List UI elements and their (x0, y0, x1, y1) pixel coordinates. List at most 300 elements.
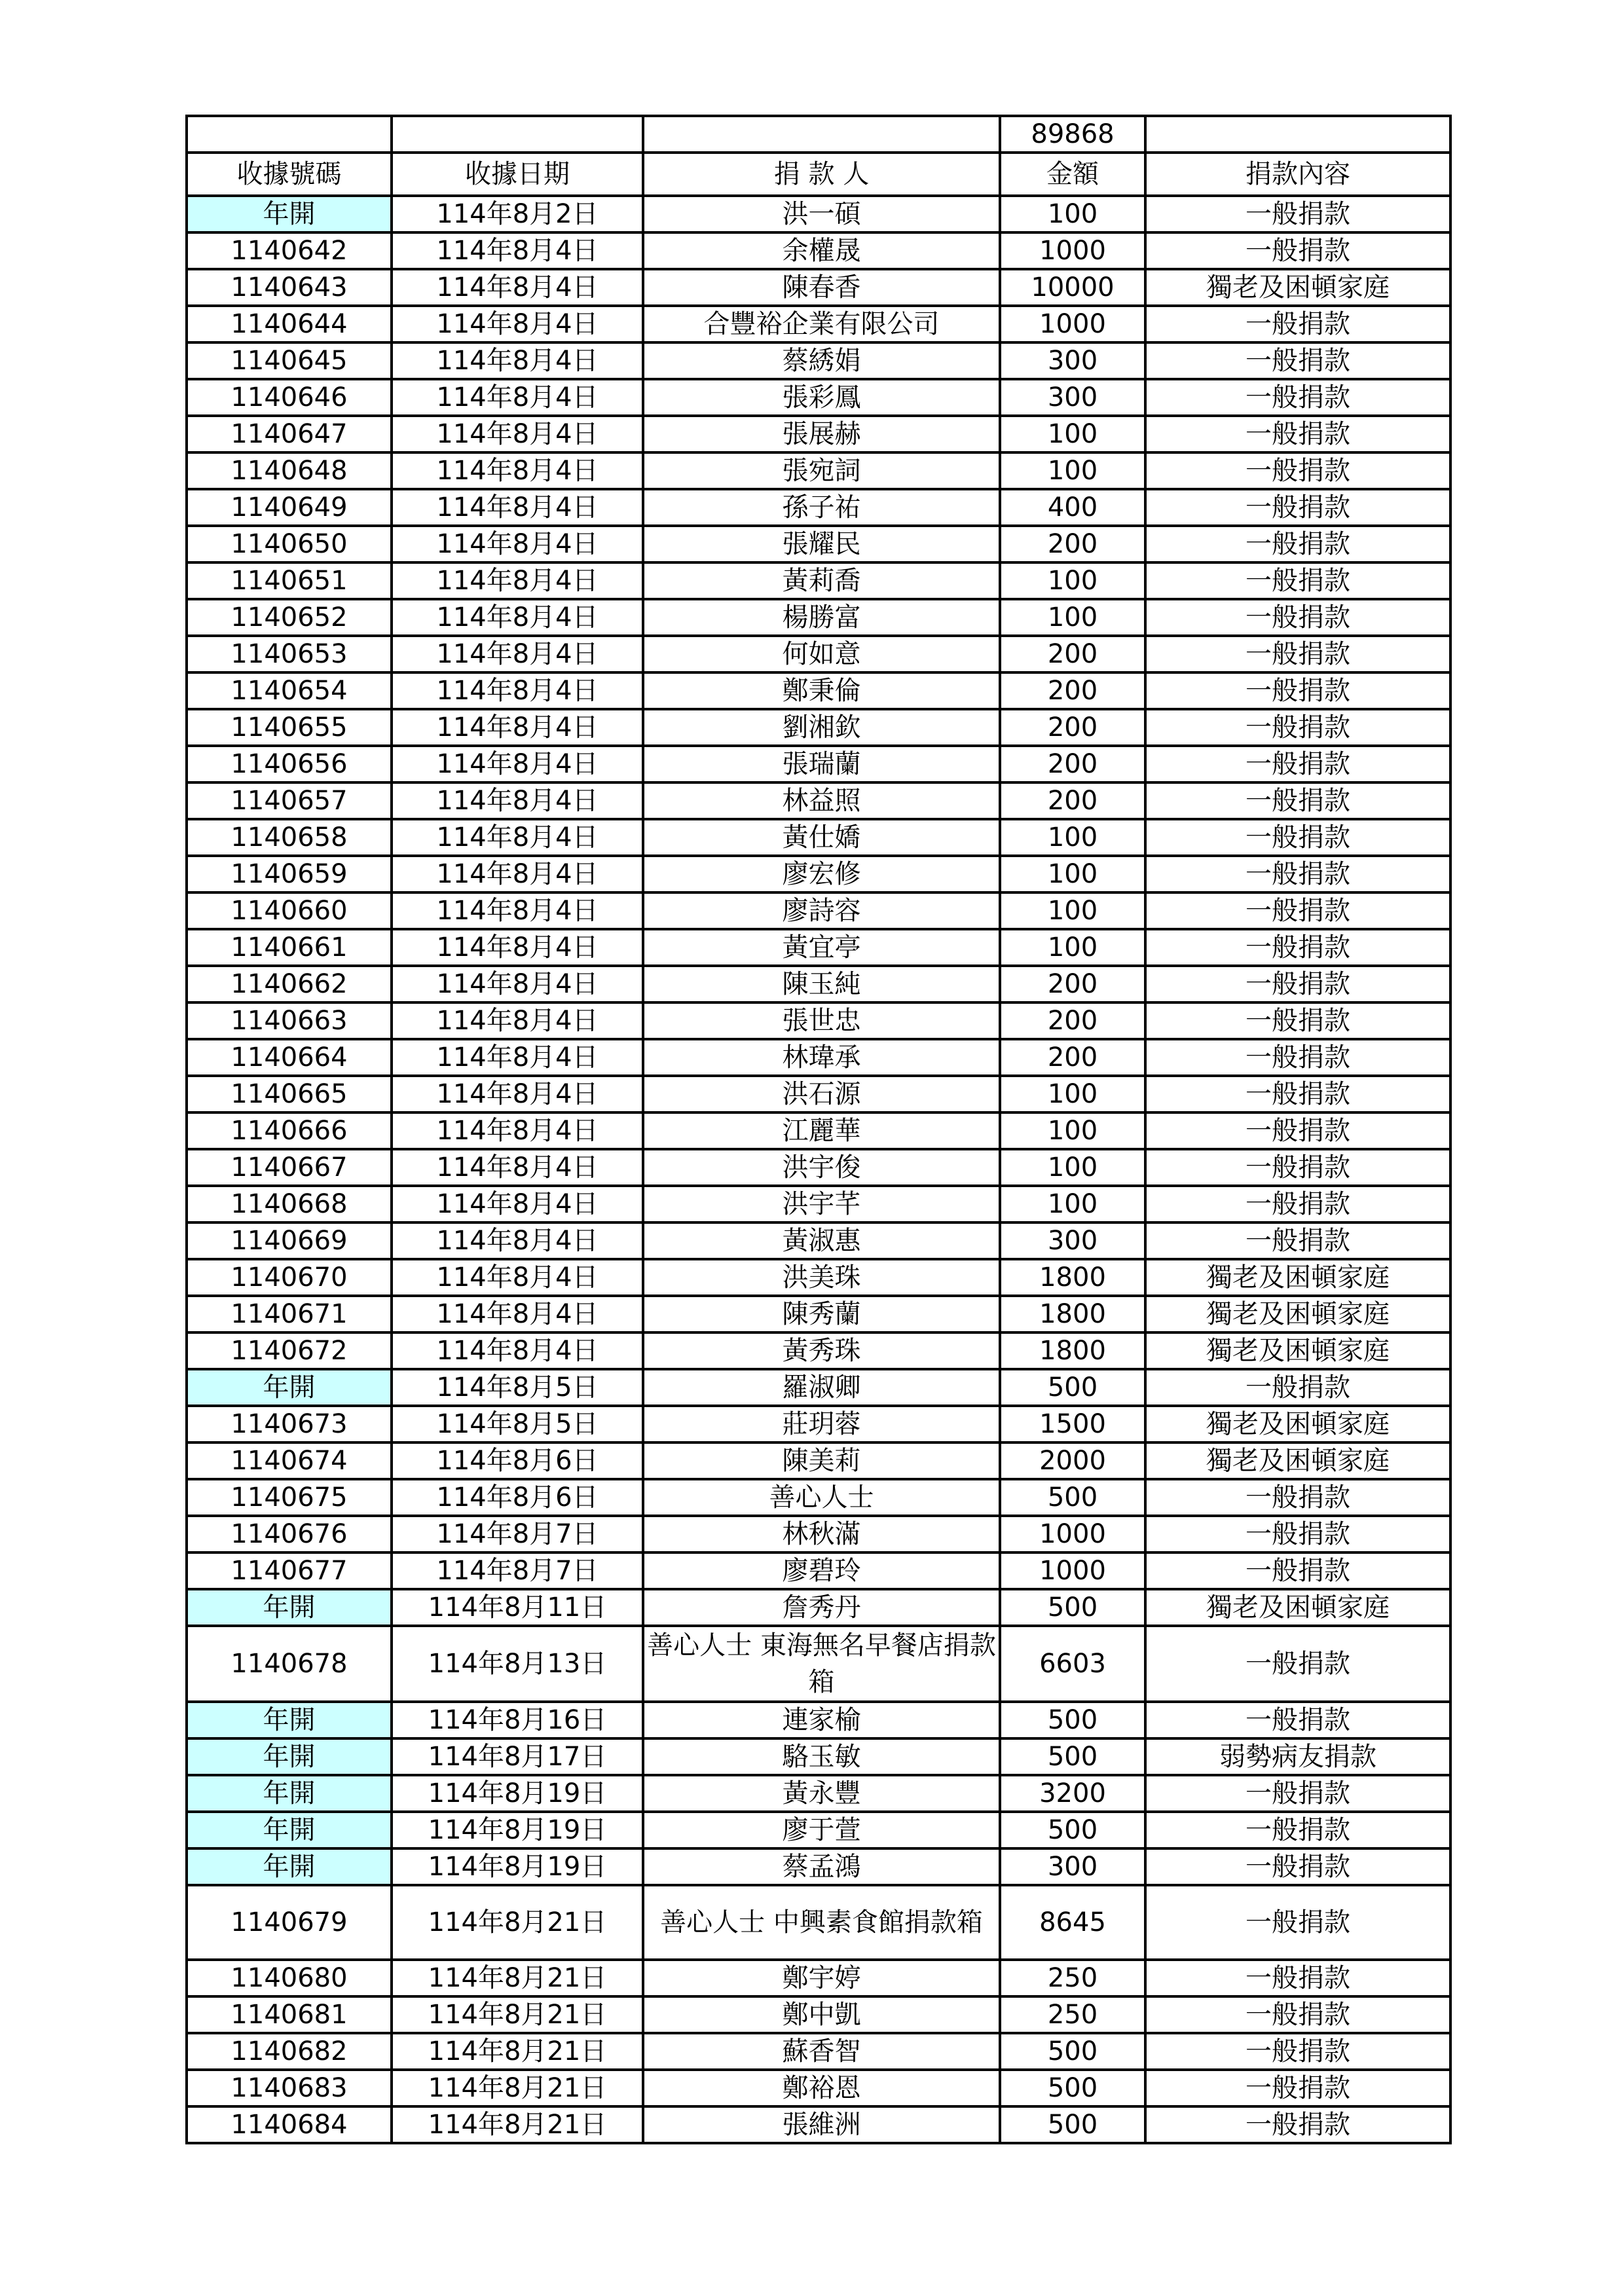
purpose-cell: 一般捐款 (1145, 306, 1450, 342)
total-row-purpose-cell (1145, 116, 1450, 153)
purpose-cell: 一般捐款 (1145, 1149, 1450, 1186)
donor-cell: 駱玉敏 (643, 1738, 1000, 1775)
receipt-cell: 1140666 (187, 1112, 392, 1149)
receipt-cell: 年開 (187, 1775, 392, 1812)
table-row (187, 1996, 1450, 2033)
table-row (187, 1039, 1450, 1076)
receipt-cell: 年開 (187, 1702, 392, 1738)
table-row (187, 636, 1450, 672)
purpose-cell: 獨老及困頓家庭 (1145, 1332, 1450, 1369)
purpose-cell: 一般捐款 (1145, 1516, 1450, 1552)
date-cell: 114年8月4日 (392, 819, 643, 856)
receipt-cell: 1140675 (187, 1479, 392, 1516)
date-cell: 114年8月4日 (392, 342, 643, 379)
donor-cell: 鄭宇婷 (643, 1960, 1000, 1996)
date-cell: 114年8月4日 (392, 709, 643, 746)
date-cell: 114年8月4日 (392, 1149, 643, 1186)
table-row (187, 1516, 1450, 1552)
date-cell: 114年8月19日 (392, 1812, 643, 1848)
date-cell: 114年8月4日 (392, 1039, 643, 1076)
donor-cell: 黃莉喬 (643, 562, 1000, 599)
receipt-cell: 1140680 (187, 1960, 392, 1996)
purpose-cell: 一般捐款 (1145, 526, 1450, 562)
date-cell: 114年8月4日 (392, 599, 643, 636)
donor-cell: 張宛詞 (643, 452, 1000, 489)
table-row (187, 672, 1450, 709)
purpose-cell: 一般捐款 (1145, 342, 1450, 379)
table-row (187, 599, 1450, 636)
table-row (187, 1442, 1450, 1479)
donor-cell: 蘇香智 (643, 2033, 1000, 2070)
amount-cell: 100 (1000, 1112, 1145, 1149)
table-row (187, 1775, 1450, 1812)
donor-cell: 黃秀珠 (643, 1332, 1000, 1369)
amount-cell: 250 (1000, 1960, 1145, 1996)
receipt-cell: 年開 (187, 1738, 392, 1775)
date-cell: 114年8月17日 (392, 1738, 643, 1775)
table-row (187, 1002, 1450, 1039)
date-cell: 114年8月7日 (392, 1516, 643, 1552)
date-cell: 114年8月4日 (392, 379, 643, 416)
purpose-cell: 獨老及困頓家庭 (1145, 1589, 1450, 1626)
donor-cell: 洪宇俊 (643, 1149, 1000, 1186)
receipt-cell: 1140642 (187, 232, 392, 269)
amount-cell: 200 (1000, 1002, 1145, 1039)
receipt-cell: 1140664 (187, 1039, 392, 1076)
purpose-cell: 一般捐款 (1145, 2033, 1450, 2070)
table-row (187, 416, 1450, 452)
donor-cell: 陳秀蘭 (643, 1296, 1000, 1332)
purpose-cell: 一般捐款 (1145, 1848, 1450, 1885)
purpose-cell: 一般捐款 (1145, 1039, 1450, 1076)
donor-cell: 蔡綉娟 (643, 342, 1000, 379)
table-row (187, 1186, 1450, 1222)
receipt-cell: 1140654 (187, 672, 392, 709)
total-row-date-cell (392, 116, 643, 153)
donor-cell: 黃永豐 (643, 1775, 1000, 1812)
table-row (187, 342, 1450, 379)
table-row (187, 1112, 1450, 1149)
amount-cell: 100 (1000, 562, 1145, 599)
date-cell: 114年8月11日 (392, 1589, 643, 1626)
table-row (187, 1332, 1450, 1369)
purpose-cell: 一般捐款 (1145, 196, 1450, 232)
table-row (187, 1702, 1450, 1738)
header-purpose: 捐款內容 (1145, 153, 1450, 196)
receipt-cell: 1140656 (187, 746, 392, 782)
date-cell: 114年8月4日 (392, 306, 643, 342)
table-row (187, 746, 1450, 782)
donor-cell: 林秋滿 (643, 1516, 1000, 1552)
amount-cell: 100 (1000, 892, 1145, 929)
amount-cell: 400 (1000, 489, 1145, 526)
purpose-cell: 一般捐款 (1145, 562, 1450, 599)
date-cell: 114年8月4日 (392, 1112, 643, 1149)
date-cell: 114年8月21日 (392, 2033, 643, 2070)
purpose-cell: 一般捐款 (1145, 1775, 1450, 1812)
purpose-cell: 一般捐款 (1145, 379, 1450, 416)
table-row (187, 1149, 1450, 1186)
purpose-cell: 一般捐款 (1145, 1222, 1450, 1259)
donor-cell: 廖碧玲 (643, 1552, 1000, 1589)
purpose-cell: 一般捐款 (1145, 1996, 1450, 2033)
amount-cell: 200 (1000, 709, 1145, 746)
header-receipt-no: 收據號碼 (187, 153, 392, 196)
receipt-cell: 1140681 (187, 1996, 392, 2033)
amount-cell: 100 (1000, 1186, 1145, 1222)
purpose-cell: 一般捐款 (1145, 782, 1450, 819)
purpose-cell: 一般捐款 (1145, 1812, 1450, 1848)
amount-cell: 200 (1000, 746, 1145, 782)
amount-cell: 100 (1000, 929, 1145, 966)
amount-cell: 100 (1000, 599, 1145, 636)
header-row (187, 153, 1450, 196)
donor-cell: 羅淑卿 (643, 1369, 1000, 1406)
date-cell: 114年8月4日 (392, 1002, 643, 1039)
table-row (187, 2106, 1450, 2143)
receipt-cell: 1140645 (187, 342, 392, 379)
date-cell: 114年8月21日 (392, 2106, 643, 2143)
header-amount: 金額 (1000, 153, 1145, 196)
donor-cell: 洪一碩 (643, 196, 1000, 232)
amount-cell: 1000 (1000, 1516, 1145, 1552)
receipt-cell: 1140669 (187, 1222, 392, 1259)
amount-cell: 500 (1000, 2106, 1145, 2143)
purpose-cell: 一般捐款 (1145, 416, 1450, 452)
donor-cell: 廖詩容 (643, 892, 1000, 929)
date-cell: 114年8月4日 (392, 1222, 643, 1259)
donor-cell: 張瑞蘭 (643, 746, 1000, 782)
table-row (187, 489, 1450, 526)
date-cell: 114年8月4日 (392, 489, 643, 526)
purpose-cell: 一般捐款 (1145, 929, 1450, 966)
donor-cell: 何如意 (643, 636, 1000, 672)
table-row (187, 1848, 1450, 1885)
date-cell: 114年8月4日 (392, 1186, 643, 1222)
table-row (187, 452, 1450, 489)
receipt-cell: 1140652 (187, 599, 392, 636)
table-row (187, 379, 1450, 416)
table-row (187, 1589, 1450, 1626)
receipt-cell: 1140653 (187, 636, 392, 672)
receipt-cell: 1140663 (187, 1002, 392, 1039)
purpose-cell: 一般捐款 (1145, 2106, 1450, 2143)
purpose-cell: 一般捐款 (1145, 452, 1450, 489)
purpose-cell: 一般捐款 (1145, 819, 1450, 856)
purpose-cell: 一般捐款 (1145, 1960, 1450, 1996)
amount-cell: 500 (1000, 1738, 1145, 1775)
receipt-cell: 年開 (187, 1848, 392, 1885)
donor-cell: 黃淑惠 (643, 1222, 1000, 1259)
amount-cell: 200 (1000, 636, 1145, 672)
donor-cell: 林益照 (643, 782, 1000, 819)
date-cell: 114年8月13日 (392, 1626, 643, 1702)
receipt-cell: 1140683 (187, 2070, 392, 2106)
table-row (187, 1259, 1450, 1296)
date-cell: 114年8月4日 (392, 562, 643, 599)
table-row (187, 966, 1450, 1002)
donor-cell: 張耀民 (643, 526, 1000, 562)
date-cell: 114年8月21日 (392, 1996, 643, 2033)
receipt-cell: 1140684 (187, 2106, 392, 2143)
donor-cell: 林瑋承 (643, 1039, 1000, 1076)
donor-cell: 張世忠 (643, 1002, 1000, 1039)
date-cell: 114年8月4日 (392, 452, 643, 489)
donor-cell: 劉湘欽 (643, 709, 1000, 746)
donor-cell: 洪美珠 (643, 1259, 1000, 1296)
purpose-cell: 一般捐款 (1145, 1479, 1450, 1516)
amount-cell: 1000 (1000, 232, 1145, 269)
amount-cell: 200 (1000, 966, 1145, 1002)
receipt-cell: 1140649 (187, 489, 392, 526)
purpose-cell: 一般捐款 (1145, 1002, 1450, 1039)
receipt-cell: 1140658 (187, 819, 392, 856)
date-cell: 114年8月19日 (392, 1775, 643, 1812)
amount-cell: 1500 (1000, 1406, 1145, 1442)
donor-cell: 善心人士 中興素食館捐款箱 (643, 1885, 1000, 1960)
date-cell: 114年8月21日 (392, 2070, 643, 2106)
receipt-cell: 1140674 (187, 1442, 392, 1479)
amount-cell: 500 (1000, 2033, 1145, 2070)
date-cell: 114年8月4日 (392, 1332, 643, 1369)
donor-cell: 黃仕嬌 (643, 819, 1000, 856)
date-cell: 114年8月4日 (392, 746, 643, 782)
date-cell: 114年8月2日 (392, 196, 643, 232)
purpose-cell: 獨老及困頓家庭 (1145, 1406, 1450, 1442)
amount-cell: 500 (1000, 2070, 1145, 2106)
table-row (187, 1076, 1450, 1112)
table-row (187, 1406, 1450, 1442)
amount-cell: 500 (1000, 1369, 1145, 1406)
purpose-cell: 一般捐款 (1145, 966, 1450, 1002)
table-row (187, 526, 1450, 562)
table-row (187, 562, 1450, 599)
table-row (187, 1296, 1450, 1332)
donor-cell: 詹秀丹 (643, 1589, 1000, 1626)
purpose-cell: 一般捐款 (1145, 232, 1450, 269)
amount-cell: 100 (1000, 856, 1145, 892)
table-row (187, 232, 1450, 269)
receipt-cell: 1140672 (187, 1332, 392, 1369)
amount-cell: 500 (1000, 1812, 1145, 1848)
receipt-cell: 年開 (187, 1369, 392, 1406)
purpose-cell: 一般捐款 (1145, 892, 1450, 929)
total-row-receipt-cell (187, 116, 392, 153)
donor-cell: 蔡孟鴻 (643, 1848, 1000, 1885)
receipt-cell: 1140665 (187, 1076, 392, 1112)
purpose-cell: 弱勢病友捐款 (1145, 1738, 1450, 1775)
purpose-cell: 一般捐款 (1145, 636, 1450, 672)
purpose-cell: 一般捐款 (1145, 1112, 1450, 1149)
amount-cell: 200 (1000, 1039, 1145, 1076)
receipt-cell: 1140661 (187, 929, 392, 966)
receipt-cell: 1140648 (187, 452, 392, 489)
date-cell: 114年8月4日 (392, 1296, 643, 1332)
amount-cell: 1000 (1000, 306, 1145, 342)
receipt-cell: 1140655 (187, 709, 392, 746)
donor-cell: 張維洲 (643, 2106, 1000, 2143)
receipt-cell: 1140646 (187, 379, 392, 416)
amount-cell: 100 (1000, 416, 1145, 452)
receipt-cell: 1140660 (187, 892, 392, 929)
donor-cell: 黃宜亭 (643, 929, 1000, 966)
donor-cell: 江麗華 (643, 1112, 1000, 1149)
table-row (187, 1479, 1450, 1516)
date-cell: 114年8月21日 (392, 1960, 643, 1996)
purpose-cell: 獨老及困頓家庭 (1145, 1442, 1450, 1479)
table-row (187, 1552, 1450, 1589)
date-cell: 114年8月4日 (392, 892, 643, 929)
purpose-cell: 獨老及困頓家庭 (1145, 269, 1450, 306)
amount-cell: 1800 (1000, 1259, 1145, 1296)
purpose-cell: 一般捐款 (1145, 1186, 1450, 1222)
date-cell: 114年8月4日 (392, 232, 643, 269)
donor-cell: 鄭裕恩 (643, 2070, 1000, 2106)
donor-cell: 孫子祐 (643, 489, 1000, 526)
date-cell: 114年8月16日 (392, 1702, 643, 1738)
date-cell: 114年8月4日 (392, 672, 643, 709)
table-row (187, 929, 1450, 966)
amount-cell: 200 (1000, 526, 1145, 562)
receipt-cell: 1140644 (187, 306, 392, 342)
amount-cell: 200 (1000, 782, 1145, 819)
donor-cell: 合豐裕企業有限公司 (643, 306, 1000, 342)
receipt-cell: 1140643 (187, 269, 392, 306)
table-row (187, 1222, 1450, 1259)
amount-cell: 300 (1000, 342, 1145, 379)
ledger-body (187, 116, 1450, 2143)
table-row (187, 1885, 1450, 1960)
date-cell: 114年8月4日 (392, 416, 643, 452)
receipt-cell: 1140657 (187, 782, 392, 819)
receipt-cell: 1140677 (187, 1552, 392, 1589)
receipt-cell: 1140679 (187, 1885, 392, 1960)
total-row (187, 116, 1450, 153)
purpose-cell: 一般捐款 (1145, 1702, 1450, 1738)
purpose-cell: 一般捐款 (1145, 599, 1450, 636)
amount-cell: 6603 (1000, 1626, 1145, 1702)
amount-cell: 200 (1000, 672, 1145, 709)
receipt-cell: 年開 (187, 1812, 392, 1848)
donor-cell: 洪石源 (643, 1076, 1000, 1112)
purpose-cell: 一般捐款 (1145, 746, 1450, 782)
receipt-cell: 1140647 (187, 416, 392, 452)
purpose-cell: 獨老及困頓家庭 (1145, 1296, 1450, 1332)
donor-cell: 莊玥蓉 (643, 1406, 1000, 1442)
donor-cell: 善心人士 東海無名早餐店捐款箱 (643, 1626, 1000, 1702)
table-row (187, 856, 1450, 892)
date-cell: 114年8月5日 (392, 1369, 643, 1406)
purpose-cell: 一般捐款 (1145, 1369, 1450, 1406)
receipt-cell: 1140667 (187, 1149, 392, 1186)
donor-cell: 余權晟 (643, 232, 1000, 269)
table-row (187, 1960, 1450, 1996)
purpose-cell: 一般捐款 (1145, 1885, 1450, 1960)
date-cell: 114年8月6日 (392, 1479, 643, 1516)
table-row (187, 709, 1450, 746)
donation-ledger-table (185, 115, 1452, 2144)
table-row (187, 2070, 1450, 2106)
date-cell: 114年8月4日 (392, 526, 643, 562)
date-cell: 114年8月4日 (392, 929, 643, 966)
table-row (187, 892, 1450, 929)
amount-cell: 100 (1000, 1149, 1145, 1186)
header-donor: 捐 款 人 (643, 153, 1000, 196)
table-row (187, 306, 1450, 342)
donor-cell: 連家榆 (643, 1702, 1000, 1738)
donor-cell: 洪宇芊 (643, 1186, 1000, 1222)
amount-cell: 8645 (1000, 1885, 1145, 1960)
donor-cell: 張展赫 (643, 416, 1000, 452)
receipt-cell: 1140650 (187, 526, 392, 562)
amount-cell: 1000 (1000, 1552, 1145, 1589)
amount-cell: 10000 (1000, 269, 1145, 306)
receipt-cell: 1140678 (187, 1626, 392, 1702)
amount-cell: 300 (1000, 1848, 1145, 1885)
receipt-cell: 1140651 (187, 562, 392, 599)
total-row-donor-cell (643, 116, 1000, 153)
donor-cell: 善心人士 (643, 1479, 1000, 1516)
receipt-cell: 1140682 (187, 2033, 392, 2070)
date-cell: 114年8月7日 (392, 1552, 643, 1589)
purpose-cell: 獨老及困頓家庭 (1145, 1259, 1450, 1296)
header-receipt-date: 收據日期 (392, 153, 643, 196)
receipt-cell: 年開 (187, 196, 392, 232)
amount-cell: 100 (1000, 819, 1145, 856)
donor-cell: 陳美莉 (643, 1442, 1000, 1479)
table-row (187, 1738, 1450, 1775)
date-cell: 114年8月4日 (392, 1259, 643, 1296)
table-row (187, 1626, 1450, 1702)
donor-cell: 楊勝富 (643, 599, 1000, 636)
receipt-cell: 1140662 (187, 966, 392, 1002)
purpose-cell: 一般捐款 (1145, 2070, 1450, 2106)
receipt-cell: 1140673 (187, 1406, 392, 1442)
amount-cell: 1800 (1000, 1296, 1145, 1332)
date-cell: 114年8月21日 (392, 1885, 643, 1960)
date-cell: 114年8月4日 (392, 966, 643, 1002)
amount-cell: 300 (1000, 1222, 1145, 1259)
donor-cell: 廖宏修 (643, 856, 1000, 892)
amount-cell: 500 (1000, 1702, 1145, 1738)
receipt-cell: 1140676 (187, 1516, 392, 1552)
purpose-cell: 一般捐款 (1145, 1626, 1450, 1702)
date-cell: 114年8月4日 (392, 856, 643, 892)
table-row (187, 196, 1450, 232)
purpose-cell: 一般捐款 (1145, 856, 1450, 892)
table-row (187, 269, 1450, 306)
date-cell: 114年8月19日 (392, 1848, 643, 1885)
donor-cell: 陳春香 (643, 269, 1000, 306)
total-amount: 89868 (1000, 116, 1145, 153)
amount-cell: 2000 (1000, 1442, 1145, 1479)
purpose-cell: 一般捐款 (1145, 672, 1450, 709)
donor-cell: 鄭中凱 (643, 1996, 1000, 2033)
receipt-cell: 1140671 (187, 1296, 392, 1332)
amount-cell: 100 (1000, 1076, 1145, 1112)
amount-cell: 100 (1000, 452, 1145, 489)
date-cell: 114年8月6日 (392, 1442, 643, 1479)
table-row (187, 2033, 1450, 2070)
receipt-cell: 年開 (187, 1589, 392, 1626)
amount-cell: 500 (1000, 1589, 1145, 1626)
date-cell: 114年8月4日 (392, 636, 643, 672)
table-row (187, 1812, 1450, 1848)
amount-cell: 300 (1000, 379, 1145, 416)
donor-cell: 鄭秉倫 (643, 672, 1000, 709)
amount-cell: 3200 (1000, 1775, 1145, 1812)
receipt-cell: 1140670 (187, 1259, 392, 1296)
